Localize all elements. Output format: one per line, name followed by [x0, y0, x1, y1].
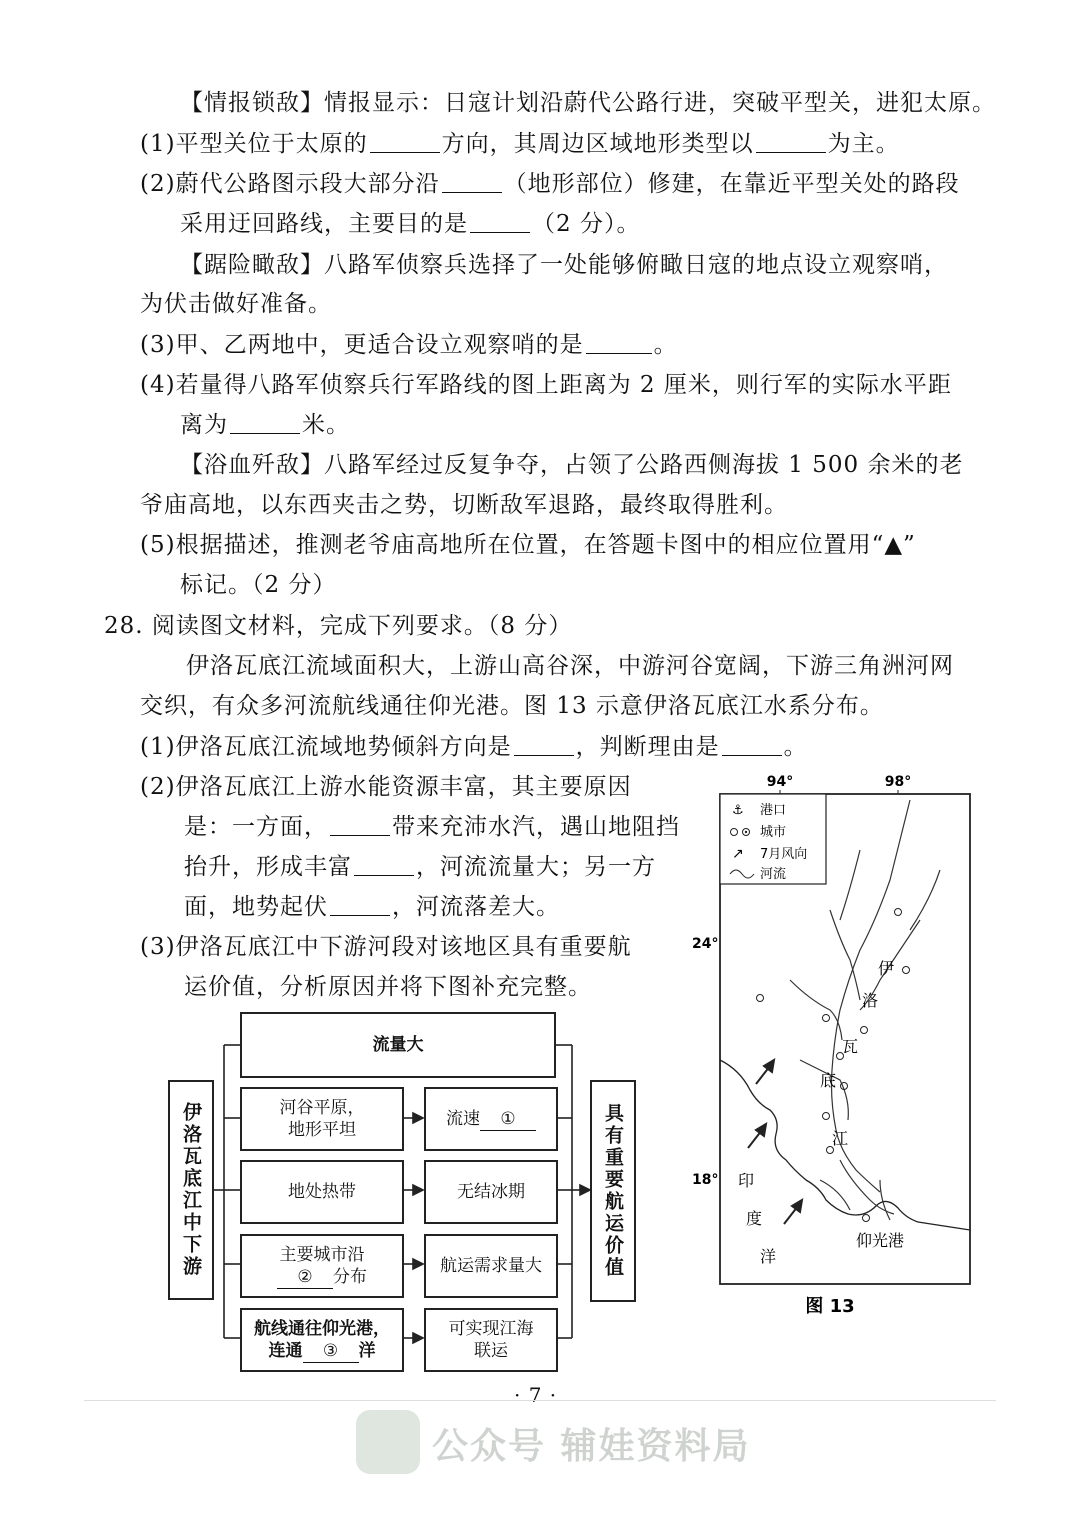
text: 带来充沛水汽，遇山地阻挡 — [392, 814, 680, 840]
text: 采用迂回路线，主要目的是 — [180, 211, 468, 237]
text: (2)蔚代公路图示段大部分沿 — [140, 171, 440, 197]
text: 爷庙高地，以东西夹击之势，切断敌军退路，最终取得胜利。 — [140, 492, 788, 518]
flow-box-valley — [240, 1087, 404, 1151]
text: 流速 — [446, 1109, 480, 1129]
flow-box-tropics — [240, 1160, 404, 1224]
text: ③ — [322, 1340, 339, 1361]
blank-2[interactable] — [277, 1266, 333, 1289]
text: 标记。（2 分） — [180, 572, 337, 598]
text: 伊洛瓦底江中下游 — [180, 1102, 202, 1278]
text-block — [254, 1318, 390, 1363]
text: 公众号 辅娃资料局 — [432, 1426, 751, 1467]
text-block — [449, 1318, 534, 1362]
text: 联运 — [474, 1341, 508, 1361]
text: 【踞险瞰敌】八路军侦察兵选择了一处能够俯瞰日寇的地点设立观察哨， — [180, 252, 948, 278]
text: 抬升，形成丰富 — [184, 854, 352, 880]
text: 【情报锁敌】情报显示：日寇计划沿蔚代公路行进，突破平型关，进犯太原。 — [180, 90, 996, 116]
text: 交织，有众多河流航线通往仰光港。图 13 示意伊洛瓦底江水系分布。 — [140, 693, 884, 719]
text: 离为 — [180, 412, 228, 438]
text: 无结冰期 — [457, 1182, 525, 1202]
text: (3)甲、乙两地中，更适合设立观察哨的是 — [140, 332, 584, 358]
figure-caption: 图 13 — [805, 1296, 855, 1317]
text: 方向，其周边区域地形类型以 — [441, 131, 754, 157]
text: (3)伊洛瓦底江中下游河段对该地区具有重要航 — [140, 934, 632, 960]
text: (5)根据描述，推测老爷庙高地所在位置，在答题卡图中的相应位置用“▲” — [140, 532, 916, 558]
wechat-logo-icon — [356, 1410, 420, 1474]
irrawaddy-map — [680, 760, 990, 1340]
ocean-char: 印 — [738, 1171, 755, 1190]
ocean-char: 洋 — [760, 1247, 777, 1266]
river-char: 洛 — [862, 991, 879, 1010]
yangon-port-icon — [863, 1215, 870, 1222]
flow-box-route — [240, 1308, 404, 1372]
text: 航线通往仰光港， — [254, 1318, 390, 1339]
text-line — [254, 1340, 390, 1363]
text: 为主。 — [827, 131, 900, 157]
flow-box-speed — [424, 1087, 558, 1151]
lon-label-94: 94° — [766, 774, 794, 790]
river-char: 江 — [832, 1129, 849, 1148]
text: 航运需求量大 — [440, 1256, 542, 1276]
lat-label-24: 24° — [692, 936, 719, 952]
text: (4)若量得八路军侦察兵行军路线的图上距离为 2 厘米，则行军的实际水平距 — [140, 372, 952, 398]
legend-river: 河流 — [760, 867, 787, 882]
text: 可实现江海 — [448, 1319, 534, 1339]
text: ，判断理由是 — [575, 734, 720, 760]
flow-left-box — [168, 1080, 214, 1300]
yangon-label: 仰光港 — [856, 1231, 905, 1250]
footer-divider — [84, 1400, 996, 1401]
flow-box-sea-river — [424, 1308, 558, 1372]
text: 伊洛瓦底江流域面积大，上游山高谷深，中游河谷宽阔，下游三角洲河网 — [186, 653, 954, 679]
text: 是：一方面， — [184, 814, 328, 840]
flow-right-box — [590, 1080, 636, 1302]
wind-arrow-icon: ↗ — [732, 846, 744, 862]
text: （地形部位）修建，在靠近平型关处的路段 — [503, 171, 960, 197]
river-char: 底 — [820, 1071, 837, 1090]
lat-label-18: 18° — [692, 1172, 719, 1188]
text: 运价值，分析原因并将下图补充完整。 — [184, 974, 592, 1000]
text: 【浴血歼敌】八路军经过反复争夺，占领了公路西侧海拔 1 500 余米的老 — [180, 452, 964, 478]
text: 连通 — [268, 1340, 303, 1361]
text: 。 — [653, 332, 678, 358]
text: ，河流落差大。 — [392, 894, 560, 920]
text: 具有重要航运价值 — [602, 1103, 624, 1279]
text: （2 分）。 — [532, 211, 641, 237]
text: 28. 阅读图文材料，完成下列要求。（8 分） — [104, 613, 573, 639]
text: (1)平型关位于太原的 — [140, 131, 368, 157]
river-char: 瓦 — [842, 1037, 859, 1056]
text: 面，地势起伏 — [184, 894, 328, 920]
page-number — [514, 1380, 557, 1410]
text: · 7 · — [514, 1383, 558, 1407]
city-icon — [745, 831, 747, 833]
text: 为伏击做好准备。 — [140, 291, 332, 317]
river-char: 伊 — [878, 959, 895, 978]
text-line — [277, 1266, 367, 1289]
text: 分布 — [333, 1266, 367, 1287]
blank-3[interactable] — [303, 1340, 359, 1363]
text: ，河流流量大；另一方 — [416, 854, 656, 880]
cities — [757, 909, 910, 1154]
flow-box-cities — [240, 1234, 404, 1298]
text: 洋 — [358, 1340, 376, 1361]
flow-top-box — [240, 1012, 556, 1078]
blank-1[interactable] — [480, 1108, 536, 1131]
ocean-char: 度 — [746, 1209, 763, 1228]
text-block — [277, 1244, 367, 1289]
text: 流量大 — [372, 1035, 424, 1055]
text: 河谷平原， — [279, 1098, 365, 1118]
text-block — [280, 1097, 365, 1141]
text: 主要城市沿 — [279, 1244, 365, 1265]
text: ① — [500, 1108, 516, 1129]
legend-city: 城市 — [760, 825, 787, 840]
legend-wind: 7月风向 — [760, 847, 808, 862]
anchor-icon: ⚓ — [732, 803, 744, 818]
flow-box-demand — [424, 1234, 558, 1298]
text: 米。 — [302, 412, 350, 438]
text: (2)伊洛瓦底江上游水能资源丰富，其主要原因 — [140, 774, 632, 800]
text: 地处热带 — [288, 1182, 356, 1202]
lon-label-98: 98° — [884, 774, 912, 790]
flow-box-no-ice — [424, 1160, 558, 1224]
text: ② — [297, 1266, 313, 1287]
text: 地形平坦 — [288, 1120, 356, 1140]
legend-port: 港口 — [760, 803, 787, 818]
text: (1)伊洛瓦底江流域地势倾斜方向是 — [140, 734, 512, 760]
footer-watermark — [432, 1418, 751, 1469]
text: 。 — [783, 734, 808, 760]
